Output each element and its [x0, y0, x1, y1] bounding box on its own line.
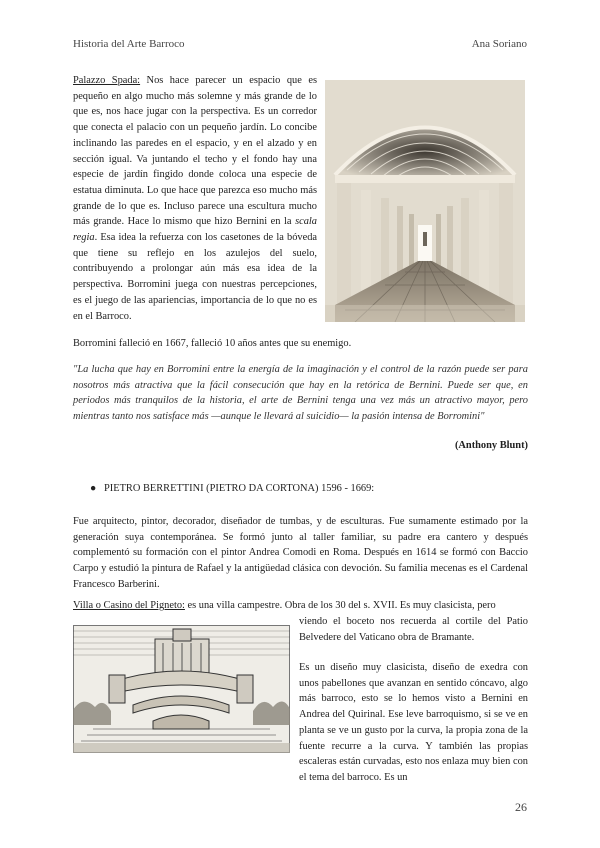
scala-regia-term: scala regia	[73, 216, 317, 244]
palazzo-spada-title: Palazzo Spada:	[73, 75, 141, 86]
palazzo-spada-paragraph	[73, 73, 317, 324]
header-author: Ana Soriano	[471, 38, 527, 50]
section-heading-text: PIETRO BERRETTINI (PIETRO DA CORTONA) 1596 - 1669:	[104, 483, 375, 494]
bullet-icon: ●	[90, 483, 97, 494]
quote-author: (Anthony Blunt)	[454, 440, 528, 451]
cortona-biography-paragraph: Fue arquitecto, pintor, decorador, diseñador de tumbas, y de esculturas. Fue sumamente estimado por la generación suya contemporánea. Se formó junto al taller familiar, su padre era cantero y después complementó su formación con el pintor Andrea Comodi en Roma. Después en 1614 se formó con Baccio Carpo y estudió la pintura de Rafael y la antigüedad clásica con devoción. Su familia mecenas es el Cardenal Francesco Barberini.	[73, 516, 528, 590]
borromini-death-paragraph: Borromini falleció en 1667, falleció 10 años antes que su enemigo.	[73, 338, 352, 349]
villa-pigneto-title: Villa o Casino del Pigneto:	[73, 600, 185, 611]
villa-pigneto-text-2: Es un diseño muy clasicista, diseño de exedra con unos pabellones que avanzan en sentido cóncavo, algo más barroco, esto se lo hemos visto a Bernini en Andrea del Quirinal. Ese leve barroquismo, si se ve en planta se ve un gusto por la curva, la propia zona de la fuente recurre a la curva. Y también las propias escaleras están curvadas, esto nos enlaza muy bien con el tema del barroco. Es un	[299, 662, 528, 783]
header-title: Historia del Arte Barroco	[73, 38, 185, 50]
blunt-quote: "La lucha que hay en Borromini entre la energía de la imaginación y el control de la razón puede ser para nosotros más atractiva que la fácil consecución que hay en la retórica de Bernini. Puede ser que, en periodos más tranquilos de la historia, el arte de Bernini tenga una vez más un atractivo mayor, pero mientras tanto nos satisface más —aunque le llevará al suicidio— la pasión intensa de Borromini"	[73, 364, 528, 423]
villa-pigneto-intro	[73, 598, 528, 614]
palazzo-spada-gallery-photo	[325, 80, 525, 322]
palazzo-text-b: . Esa idea la refuerza con los casetones de la bóveda que tiene su reflejo en los azulejos del suelo, contribuyendo a prolongar aún más esa idea de la perspectiva. Borromini juega con nuestras percepciones, es el juego de las apariencias, importancia de lo que no es en el Barroco.	[73, 232, 317, 322]
section-heading-cortona	[90, 483, 374, 494]
villa-pigneto-engraving	[73, 625, 290, 753]
page-number: 26	[515, 800, 527, 814]
villa-intro-text: es una villa campestre. Obra de los 30 del s. XVII. Es muy clasicista, pero	[184, 600, 496, 611]
villa-pigneto-text-1: viendo el boceto nos recuerda al cortile del Patio Belvedere del Vaticano obra de Bramante.	[299, 616, 528, 643]
palazzo-text-a: Nos hace parecer un espacio que es pequeño en algo mucho más solemne y más grande de lo que es, nos hace jugar con la perspectiva. Es un corredor que conecta el palacio con un pequeño jardín. Lo concibe inclinando las paredes en el espacio, y en el alzado y en sección igual. Va juntando el techo y el fondo hay una especie de jardín fingido donde coloca una especie de estatua diminuta. Lo que hace que parezca eso mucho más grande de lo que es. Incluso parece una escultura mucho más grande. Hace lo mismo que hizo Bernini en la	[73, 75, 317, 228]
